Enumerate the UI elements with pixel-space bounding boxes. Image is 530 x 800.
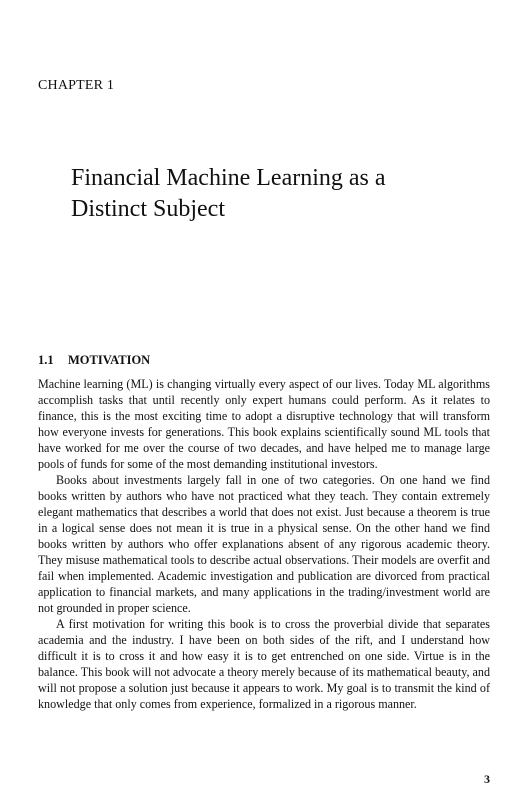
section-title: MOTIVATION [68,353,151,368]
chapter-label: CHAPTER 1 [38,78,115,93]
chapter-title [71,163,491,225]
section-heading [38,353,150,368]
body-text [38,376,490,712]
paragraph-1: Machine learning (ML) is changing virtually every aspect of our lives. Today ML algorithms accomplish tasks that until recently only expert humans could perform. As it relates to finance, this is the most exciting time to adopt a disruptive technology that will transform how everyone invests for generations. This book explains scientifically sound ML tools that have worked for me over the course of two decades, and have helped me to manage large pools of funds for some of the most demanding institutional investors. [38,377,490,471]
page-number: 3 [484,772,490,786]
paragraph-2: Books about investments largely fall in one of two categories. On one hand we find books written by authors who have not practiced what they teach. They contain extremely elegant mathematics that describes a world that does not exist. Just because a theorem is true in a logical sense does not mean it is true in a physical sense. On the other hand we find books written by authors who offer explanations absent of any rigorous academic theory. They misuse mathematical tools to describe actual observations. Their models are overfit and fail when implemented. Academic investigation and publication are divorced from practical application to financial markets, and many applications in the trading/investment world are not grounded in proper science. [38,473,490,615]
section-number: 1.1 [38,353,54,368]
paragraph-3: A first motivation for writing this book is to cross the proverbial divide that separates academia and the industry. I have been on both sides of the rift, and I understand how difficult it is to cross it and how easy it is to get entrenched on one side. Virtue is in the balance. This book will not advocate a theory merely because of its mathematical beauty, and will not propose a solution just because it appears to work. My goal is to transmit the kind of knowledge that only comes from experience, formalized in a rigorous manner. [38,617,490,711]
chapter-title-line-1: Financial Machine Learning as a [71,165,386,192]
chapter-title-line-2: Distinct Subject [71,196,225,223]
